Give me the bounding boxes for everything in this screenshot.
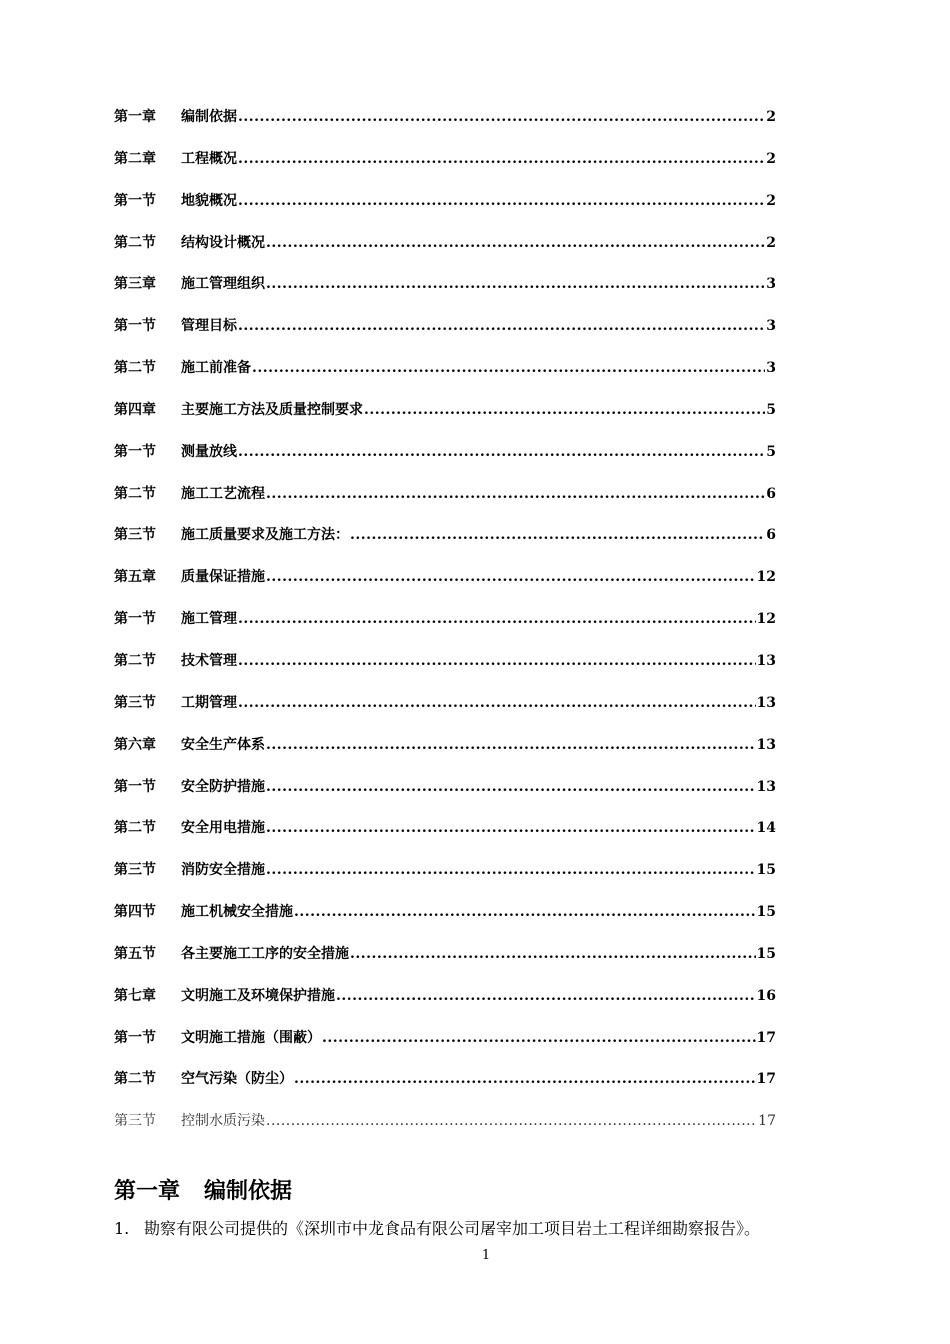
toc-entry-page: 2 [766, 109, 776, 125]
toc-entry-page: 17 [756, 1071, 776, 1088]
toc-entry-title: 施工管理 [181, 611, 237, 628]
toc-entry[interactable] [114, 399, 776, 441]
toc-dot-leader [266, 276, 765, 292]
toc-entry[interactable] [114, 106, 776, 148]
toc-entry[interactable] [114, 985, 776, 1027]
toc-entry[interactable] [114, 357, 776, 399]
toc-entry-title: 编制依据 [181, 109, 237, 125]
toc-entry[interactable] [114, 1110, 776, 1152]
toc-entry-page: 2 [766, 192, 776, 209]
toc-entry[interactable] [114, 148, 776, 190]
toc-entry-page: 17 [756, 1029, 776, 1046]
toc-entry-title: 文明施工及环境保护措施 [181, 987, 335, 1004]
toc-entry-title: 工期管理 [181, 694, 237, 711]
toc-entry[interactable] [114, 441, 776, 483]
toc-entry-page: 15 [756, 945, 776, 962]
toc-entry-title: 技术管理 [181, 652, 237, 669]
body-paragraph [114, 1216, 760, 1239]
toc-entry-number: 第七章 [114, 987, 156, 1004]
toc-dot-leader [266, 820, 756, 836]
toc-entry[interactable] [114, 608, 776, 650]
toc-dot-leader [266, 737, 756, 753]
toc-entry[interactable] [114, 776, 776, 818]
toc-entry-page: 16 [756, 987, 776, 1004]
toc-entry-number: 第二节 [114, 820, 156, 837]
toc-dot-leader [364, 402, 765, 418]
toc-dot-leader [238, 193, 765, 209]
toc-entry-number: 第四章 [114, 401, 156, 418]
toc-entry-page: 5 [766, 401, 776, 418]
toc-entry-page: 3 [766, 318, 776, 335]
toc-dot-leader [238, 653, 756, 669]
list-number: 1. [114, 1219, 130, 1238]
toc-entry-title: 测量放线 [181, 443, 237, 460]
toc-entry-title: 施工质量要求及施工方法： [181, 527, 349, 544]
toc-dot-leader [266, 1113, 757, 1129]
toc-entry-number: 第二节 [114, 485, 156, 502]
toc-entry-number: 第四节 [114, 904, 156, 921]
toc-entry-number: 第二节 [114, 1071, 156, 1088]
toc-entry[interactable] [114, 943, 776, 985]
toc-entry-page: 13 [756, 778, 776, 795]
toc-entry-page: 6 [766, 527, 776, 544]
toc-entry-title: 结构设计概况 [181, 234, 265, 251]
toc-entry-page: 13 [756, 694, 776, 711]
page-number: 1 [481, 1248, 491, 1263]
toc-entry-page: 3 [766, 276, 776, 293]
toc-dot-leader [266, 569, 756, 585]
toc-entry-title: 文明施工措施（围蔽） [181, 1029, 321, 1046]
toc-dot-leader [350, 946, 756, 962]
toc-entry-title: 地貌概况 [181, 192, 237, 209]
toc-entry-title: 空气污染（防尘） [181, 1071, 293, 1088]
toc-dot-leader [266, 235, 765, 251]
toc-entry-number: 第六章 [114, 736, 156, 753]
toc-entry-title: 控制水质污染 [181, 1113, 265, 1130]
toc-entry-number: 第二章 [114, 150, 156, 167]
toc-entry[interactable] [114, 1068, 776, 1110]
toc-entry[interactable] [114, 483, 776, 525]
toc-entry-page: 2 [766, 234, 776, 251]
toc-entry[interactable] [114, 273, 776, 315]
toc-entry-number: 第五章 [114, 569, 156, 586]
toc-entry-number: 第三节 [114, 862, 156, 879]
toc-entry-title: 安全防护措施 [181, 778, 265, 795]
toc-entry-number: 第一节 [114, 318, 156, 335]
toc-entry[interactable] [114, 859, 776, 901]
toc-entry-page: 3 [766, 360, 776, 377]
toc-entry-title: 安全生产体系 [181, 736, 265, 753]
toc-entry[interactable] [114, 901, 776, 943]
table-of-contents [114, 106, 776, 1152]
toc-dot-leader [294, 904, 756, 920]
chapter-heading [114, 1174, 292, 1205]
toc-entry[interactable] [114, 817, 776, 859]
chapter-heading-number: 第一章 [114, 1178, 181, 1204]
toc-entry-title: 施工前准备 [181, 360, 251, 377]
toc-entry-title: 管理目标 [181, 318, 237, 335]
toc-entry-page: 15 [756, 862, 776, 879]
toc-entry[interactable] [114, 232, 776, 274]
toc-entry-page: 13 [756, 736, 776, 753]
toc-entry-number: 第一节 [114, 611, 156, 628]
toc-dot-leader [350, 527, 765, 543]
toc-entry-number: 第三节 [114, 527, 156, 544]
toc-entry[interactable] [114, 524, 776, 566]
toc-entry-page: 12 [756, 569, 776, 586]
toc-entry-number: 第二节 [114, 652, 156, 669]
toc-entry-title: 各主要施工工序的安全措施 [181, 945, 349, 962]
toc-entry-title: 消防安全措施 [181, 862, 265, 879]
toc-entry-title: 施工机械安全措施 [181, 904, 293, 921]
toc-entry-number: 第二节 [114, 360, 156, 377]
toc-entry-number: 第一节 [114, 443, 156, 460]
toc-entry-title: 主要施工方法及质量控制要求 [181, 401, 363, 418]
toc-entry-page: 2 [766, 150, 776, 167]
toc-entry-page: 13 [756, 652, 776, 669]
toc-entry-page: 15 [756, 904, 776, 921]
toc-entry-number: 第三节 [114, 1113, 156, 1130]
toc-entry-page: 17 [758, 1113, 776, 1130]
toc-entry[interactable] [114, 734, 776, 776]
toc-dot-leader [238, 109, 765, 125]
toc-dot-leader [336, 988, 756, 1004]
toc-entry-number: 第三节 [114, 694, 156, 711]
toc-entry-number: 第二节 [114, 234, 156, 251]
toc-entry-number: 第一章 [114, 109, 156, 125]
toc-dot-leader [266, 862, 756, 878]
toc-entry-page: 6 [766, 485, 776, 502]
toc-dot-leader [322, 1030, 756, 1046]
toc-entry-number: 第一节 [114, 778, 156, 795]
toc-entry-page: 5 [766, 443, 776, 460]
toc-dot-leader [266, 486, 765, 502]
toc-entry[interactable] [114, 692, 776, 734]
toc-entry-number: 第一节 [114, 1029, 156, 1046]
toc-entry-title: 工程概况 [181, 150, 237, 167]
toc-entry-number: 第一节 [114, 192, 156, 209]
toc-dot-leader [238, 695, 756, 711]
toc-dot-leader [252, 360, 765, 376]
paragraph-text: 勘察有限公司提供的《深圳市中龙食品有限公司屠宰加工项目岩土工程详细勘察报告》。 [144, 1219, 761, 1238]
toc-entry-title: 施工工艺流程 [181, 485, 265, 502]
toc-entry[interactable] [114, 190, 776, 232]
toc-dot-leader [238, 318, 765, 334]
toc-dot-leader [238, 611, 756, 627]
toc-entry-title: 质量保证措施 [181, 569, 265, 586]
toc-entry-number: 第三章 [114, 276, 156, 293]
toc-dot-leader [238, 444, 765, 460]
toc-entry[interactable] [114, 650, 776, 692]
toc-entry-title: 施工管理组织 [181, 276, 265, 293]
chapter-heading-title: 编制依据 [204, 1178, 293, 1204]
toc-entry-number: 第五节 [114, 945, 156, 962]
toc-entry[interactable] [114, 315, 776, 357]
toc-entry-page: 14 [756, 820, 776, 837]
toc-dot-leader [294, 1071, 756, 1087]
toc-dot-leader [238, 151, 765, 167]
toc-entry-page: 12 [756, 611, 776, 628]
toc-entry[interactable] [114, 1027, 776, 1069]
toc-entry[interactable] [114, 566, 776, 608]
toc-dot-leader [266, 779, 756, 795]
toc-entry-title: 安全用电措施 [181, 820, 265, 837]
